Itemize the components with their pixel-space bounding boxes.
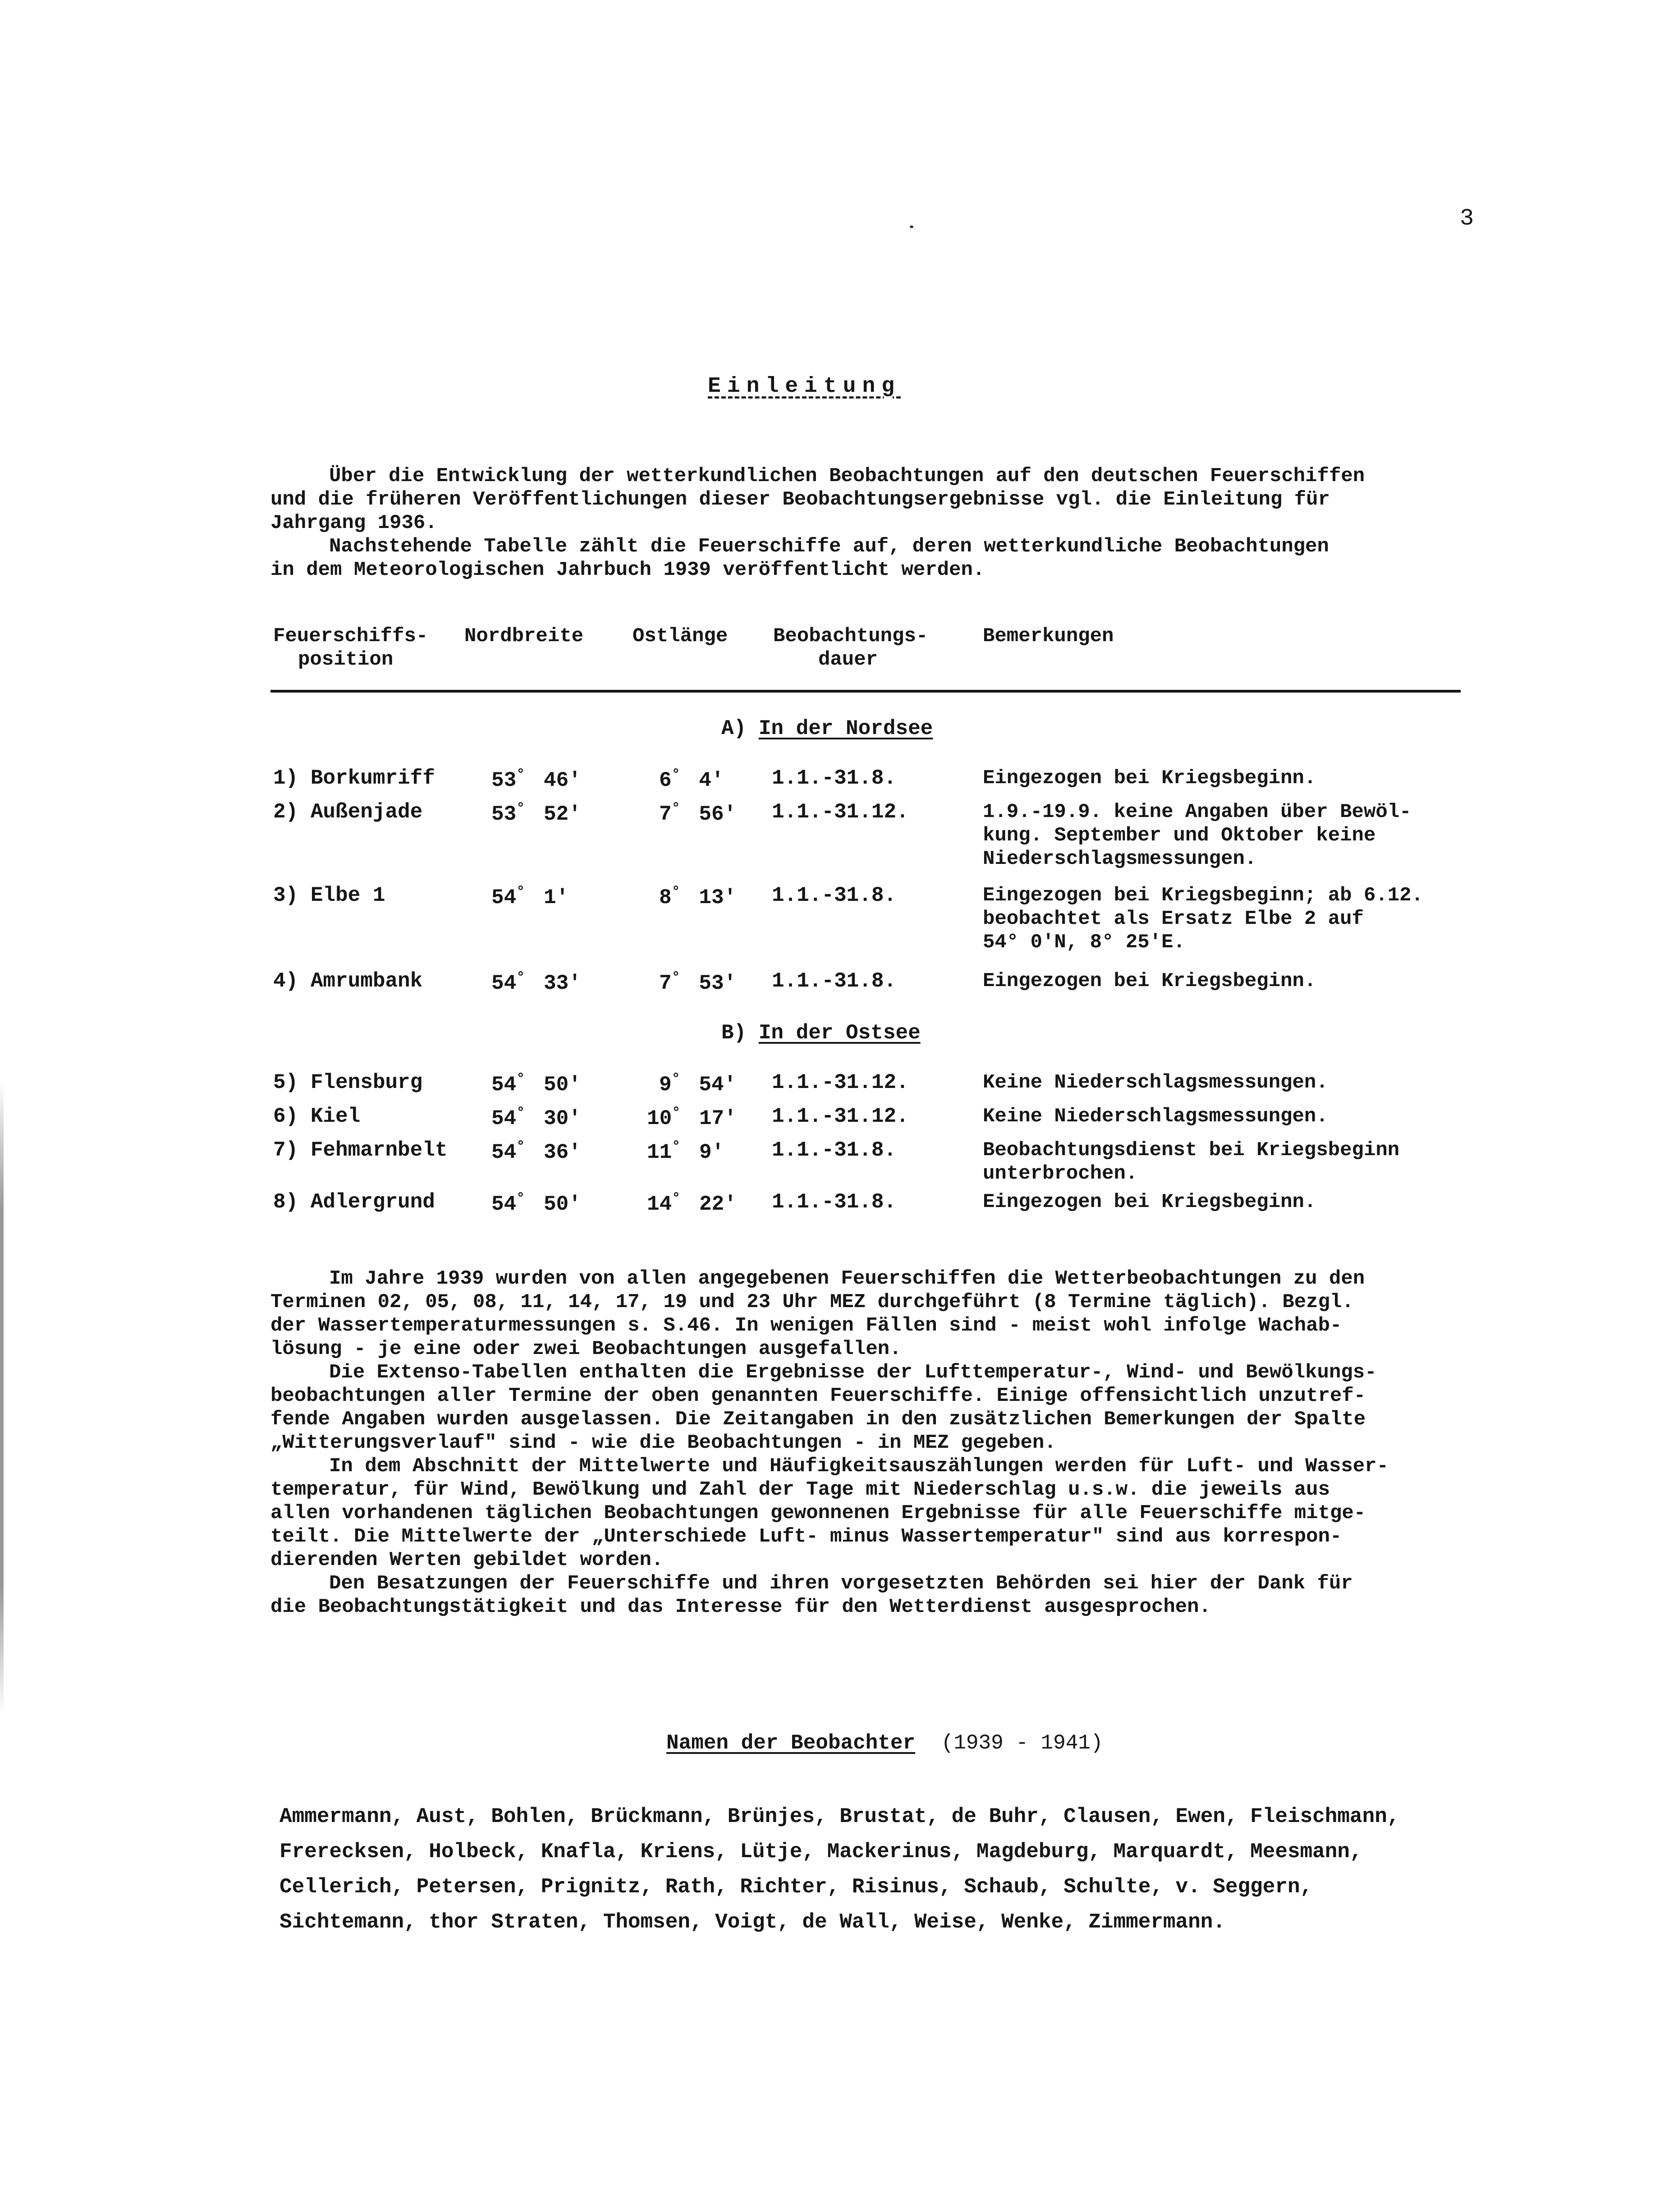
latitude [491, 1071, 581, 1097]
longitude [659, 884, 736, 909]
ship-name [273, 766, 435, 790]
section-prefix: B) [721, 1021, 747, 1045]
body-line: Den Besatzungen der Feuerschiffe und ihren vorgesetzten Behörden sei hier der Dank für [329, 1572, 1353, 1595]
latitude-minutes: 52' [531, 803, 581, 826]
degree-symbol: ° [516, 800, 525, 817]
longitude [647, 1105, 737, 1130]
remarks [983, 766, 1470, 790]
intro-line: Nachstehende Tabelle zählt die Feuerschiffe auf, deren wetterkundliche Beobachtungen [329, 535, 1329, 558]
body-line: temperatur, für Wind, Bewölkung und Zahl der Tage mit Niederschlag u.s.w. die jeweils aus [270, 1478, 1330, 1501]
longitude [659, 1071, 736, 1097]
remarks [983, 1105, 1470, 1128]
ship-name-text: 2) Außenjade [273, 800, 423, 824]
observers-line: Cellerich, Petersen, Prignitz, Rath, Richter, Risinus, Schaub, Schulte, v. Seggern, [280, 1875, 1313, 1899]
header-ostlaenge [633, 624, 728, 648]
longitude-degrees: 7 [659, 803, 672, 826]
longitude-minutes: 56' [686, 803, 737, 826]
page-number: 3 [1460, 205, 1474, 232]
header-position-line: position [298, 648, 394, 671]
latitude-minutes: 46' [531, 769, 581, 793]
latitude [491, 1190, 581, 1216]
ship-name-text: 1) Borkumriff [273, 766, 435, 790]
observation-period-text: 1.1.-31.12. [772, 800, 909, 824]
ship-name [273, 969, 422, 993]
degree-symbol: ° [516, 1105, 525, 1121]
ship-name [273, 1138, 447, 1162]
header-nordbreite [464, 624, 583, 648]
header-nordbreite-text: Nordbreite [464, 625, 584, 647]
latitude-minutes: 36' [531, 1141, 581, 1165]
body-paragraph [270, 1267, 1461, 1619]
longitude-minutes: 4' [686, 769, 724, 793]
body-line: dierenden Werten gebildet worden. [270, 1549, 664, 1571]
remarks [983, 969, 1470, 993]
header-dauer-line: Beobachtungs- [773, 625, 928, 647]
longitude-minutes: 13' [686, 886, 737, 910]
remarks-line: Eingezogen bei Kriegsbeginn. [983, 767, 1316, 789]
table-rule [270, 690, 1461, 693]
ship-name-text: 4) Amrumbank [273, 969, 423, 993]
ship-name-text: 8) Adlergrund [273, 1190, 435, 1214]
remarks-line: Eingezogen bei Kriegsbeginn. [983, 1191, 1316, 1213]
latitude-degrees: 54 [491, 1107, 517, 1131]
latitude-degrees: 54 [491, 1193, 517, 1216]
header-dauer [773, 624, 928, 671]
longitude [647, 1190, 737, 1216]
degree-symbol: ° [671, 884, 680, 900]
latitude [491, 1138, 581, 1164]
latitude [491, 766, 581, 792]
body-line: beobachtungen aller Termine der oben genannten Feuerschiffe. Einige offensichtlich unzutref- [270, 1385, 1366, 1407]
observation-period [772, 1190, 896, 1214]
observation-period-text: 1.1.-31.12. [772, 1105, 909, 1128]
observation-period [772, 766, 896, 790]
degree-symbol: ° [671, 800, 680, 817]
degree-symbol: ° [672, 1105, 681, 1121]
longitude-minutes: 53' [686, 972, 737, 996]
remarks-line: Beobachtungsdienst bei Kriegsbeginn [983, 1139, 1400, 1161]
degree-symbol: ° [671, 1071, 680, 1088]
header-bemerkungen [983, 624, 1114, 648]
section-prefix: A) [721, 717, 747, 740]
observation-period [772, 969, 896, 993]
body-line: Im Jahre 1939 wurden von allen angegebenen Feuerschiffen die Wetterbeobachtungen zu den [329, 1267, 1365, 1290]
ship-name-text: 7) Fehmarnbelt [273, 1138, 448, 1162]
longitude-degrees: 8 [659, 886, 672, 910]
remarks [983, 1071, 1470, 1094]
latitude-degrees: 54 [491, 1141, 517, 1165]
latitude [491, 884, 568, 909]
remarks-line: Eingezogen bei Kriegsbeginn. [983, 970, 1316, 992]
observation-period-text: 1.1.-31.8. [772, 969, 897, 993]
body-line: Terminen 02, 05, 08, 11, 14, 17, 19 und 23 Uhr MEZ durchgeführt (8 Termine täglich). Bezgl. [270, 1291, 1354, 1313]
observers-line: Frerecksen, Holbeck, Knafla, Kriens, Lütje, Mackerinus, Magdeburg, Marquardt, Meesmann, [280, 1840, 1362, 1863]
degree-symbol: ° [516, 1190, 525, 1207]
longitude-degrees: 6 [659, 769, 672, 793]
remarks [983, 800, 1470, 871]
ship-name [273, 884, 385, 907]
longitude-minutes: 22' [687, 1193, 737, 1216]
remarks-line: Eingezogen bei Kriegsbeginn; ab 6.12. [983, 884, 1423, 907]
remarks-line: unterbrochen. [983, 1162, 1138, 1185]
longitude-minutes: 54' [686, 1073, 737, 1097]
latitude-minutes: 33' [531, 972, 581, 996]
observers-title: Namen der Beobachter [666, 1731, 916, 1755]
remarks-line: Keine Niederschlagsmessungen. [983, 1105, 1328, 1128]
degree-symbol: ° [516, 766, 525, 783]
observers-line: Sichtemann, thor Straten, Thomsen, Voigt, de Wall, Weise, Wenke, Zimmermann. [280, 1910, 1225, 1934]
longitude [647, 1138, 724, 1164]
longitude-degrees: 9 [659, 1073, 672, 1097]
ship-name-text: 3) Elbe 1 [273, 884, 385, 907]
body-line: fende Angaben wurden ausgelassen. Die Zeitangaben in den zusätzlichen Bemerkungen der Spalte [270, 1408, 1366, 1431]
ship-name-text: 6) Kiel [273, 1105, 361, 1128]
latitude-degrees: 54 [491, 886, 517, 910]
body-line: In dem Abschnitt der Mittelwerte und Häufigkeitsauszählungen werden für Luft- und Wasser- [329, 1455, 1389, 1478]
header-dauer-line: dauer [818, 648, 878, 671]
degree-symbol: ° [516, 1138, 525, 1155]
latitude-degrees: 54 [491, 972, 517, 996]
header-position-line: Feuerschiffs- [273, 625, 428, 647]
latitude-minutes: 1' [531, 886, 569, 910]
body-line: der Wassertemperaturmessungen s. S.46. In wenigen Fällen sind - meist wohl infolge Wachab- [270, 1314, 1342, 1337]
observers-years: (1939 - 1941) [941, 1731, 1103, 1755]
intro-line: und die früheren Veröffentlichungen dieser Beobachtungsergebnisse vgl. die Einleitung für [270, 488, 1330, 511]
observers-list [280, 1799, 1399, 1940]
latitude-degrees: 53 [491, 803, 517, 826]
page-title: Einleitung [708, 374, 901, 399]
intro-paragraph [270, 464, 1461, 582]
longitude-degrees: 7 [659, 972, 672, 996]
longitude-degrees: 14 [647, 1193, 672, 1216]
observation-period [772, 1105, 909, 1128]
observers-heading [666, 1731, 1103, 1755]
observers-line: Ammermann, Aust, Bohlen, Brückmann, Brünjes, Brustat, de Buhr, Clausen, Ewen, Fleischmann, [280, 1805, 1400, 1828]
remarks-line: beobachtet als Ersatz Elbe 2 auf [983, 908, 1364, 930]
latitude-degrees: 53 [491, 769, 517, 793]
remarks-line: 1.9.-19.9. keine Angaben über Bewöl- [983, 801, 1412, 823]
header-position [273, 624, 428, 671]
remarks [983, 1138, 1470, 1185]
degree-symbol: ° [671, 969, 680, 986]
section-label: In der Nordsee [758, 717, 933, 740]
remarks-line: kung. September und Oktober keine [983, 824, 1376, 847]
longitude-minutes: 9' [687, 1141, 724, 1165]
ship-name [273, 1190, 435, 1214]
observation-period [772, 1071, 909, 1094]
intro-line: in dem Meteorologischen Jahrbuch 1939 veröffentlicht werden. [270, 559, 985, 581]
header-bemerkungen-text: Bemerkungen [983, 625, 1114, 647]
body-line: die Beobachtungstätigkeit und das Interesse für den Wetterdienst ausgesprochen. [270, 1596, 1211, 1618]
scan-dot [910, 225, 913, 228]
ship-name [273, 1071, 422, 1094]
latitude-minutes: 50' [531, 1073, 581, 1097]
section-nordsee [721, 717, 933, 740]
longitude-degrees: 11 [647, 1141, 672, 1165]
degree-symbol: ° [516, 969, 525, 986]
body-line: lösung - je eine oder zwei Beobachtungen ausgefallen. [270, 1338, 902, 1360]
latitude [491, 969, 581, 995]
latitude-minutes: 30' [531, 1107, 581, 1131]
ship-name [273, 800, 422, 824]
remarks-line: Niederschlagsmessungen. [983, 848, 1257, 870]
section-ostsee [721, 1021, 921, 1045]
scan-edge [0, 1082, 4, 1713]
section-label: In der Ostsee [758, 1021, 921, 1045]
header-ostlaenge-text: Ostlänge [633, 625, 728, 647]
remarks [983, 1190, 1470, 1214]
latitude-degrees: 54 [491, 1073, 517, 1097]
remarks [983, 884, 1470, 954]
observation-period-text: 1.1.-31.8. [772, 766, 897, 790]
observation-period-text: 1.1.-31.12. [772, 1071, 909, 1094]
ship-name [273, 1105, 360, 1128]
observation-period-text: 1.1.-31.8. [772, 884, 897, 907]
latitude-minutes: 50' [531, 1193, 581, 1216]
longitude [659, 800, 736, 826]
longitude-minutes: 17' [687, 1107, 737, 1131]
observation-period [772, 1138, 896, 1162]
remarks-line: 54° 0'N, 8° 25'E. [983, 931, 1185, 954]
body-line: Die Extenso-Tabellen enthalten die Ergebnisse der Lufttemperatur-, Wind- und Bewölkungs- [329, 1361, 1377, 1384]
observation-period-text: 1.1.-31.8. [772, 1138, 897, 1162]
body-line: allen vorhandenen täglichen Beobachtungen gewonnenen Ergebnisse für alle Feuerschiffe mitge- [270, 1502, 1366, 1524]
body-line: teilt. Die Mittelwerte der „Unterschiede Luft- minus Wassertemperatur" sind aus korrespon- [270, 1525, 1342, 1548]
remarks-line: Keine Niederschlagsmessungen. [983, 1071, 1328, 1094]
observation-period-text: 1.1.-31.8. [772, 1190, 897, 1214]
latitude [491, 800, 581, 826]
degree-symbol: ° [671, 766, 680, 783]
observation-period [772, 884, 896, 907]
longitude [659, 766, 724, 792]
intro-line: Jahrgang 1936. [270, 512, 437, 534]
longitude-degrees: 10 [647, 1107, 672, 1131]
degree-symbol: ° [672, 1138, 681, 1155]
observation-period [772, 800, 909, 824]
ship-name-text: 5) Flensburg [273, 1071, 423, 1094]
latitude [491, 1105, 581, 1130]
longitude [659, 969, 736, 995]
degree-symbol: ° [516, 1071, 525, 1088]
intro-line: Über die Entwicklung der wetterkundlichen Beobachtungen auf den deutschen Feuerschiffen [329, 465, 1365, 487]
degree-symbol: ° [516, 884, 525, 900]
degree-symbol: ° [672, 1190, 681, 1207]
body-line: „Witterungsverlauf" sind - wie die Beobachtungen - in MEZ gegeben. [270, 1432, 1056, 1454]
